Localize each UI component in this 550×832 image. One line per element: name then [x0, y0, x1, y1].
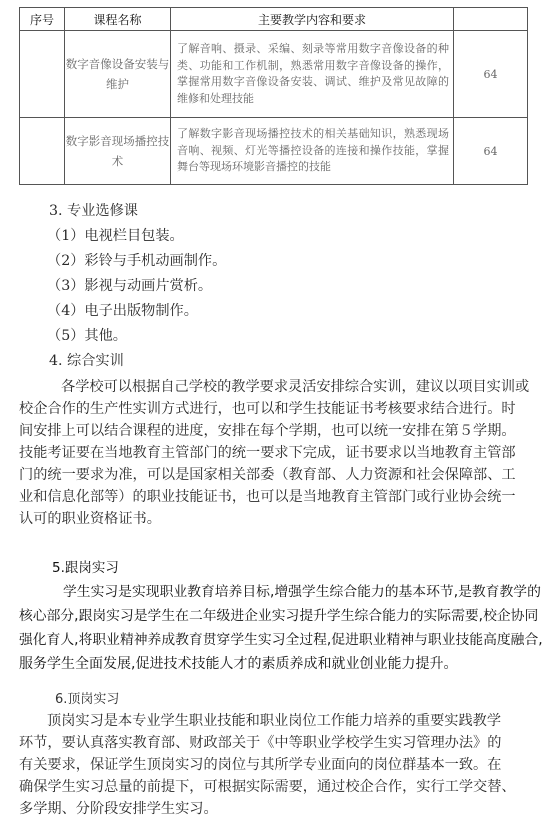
- paragraph-line: 多学期、分阶段安排学生实习。: [19, 801, 218, 817]
- paragraph-line: 认可的职业资格证书。: [19, 511, 161, 527]
- paragraph-line: 环节，要认真落实教育部、财政部关于《中等职业学校学生实习管理办法》的: [19, 735, 502, 751]
- header-course-name: 课程名称: [65, 8, 171, 31]
- paragraph-line: 业和信息化部等）的职业技能证书，也可以是当地教育主管部门或行业协会统一: [19, 489, 516, 505]
- table-row: [20, 31, 528, 118]
- paragraph-line: 校企合作的生产性实训方式进行，也可以和学生技能证书考核要求结合进行。时: [19, 401, 516, 417]
- paragraph-line: 门的统一要求为准，可以是国家相关部委（教育部、人力资源和社会保障部、工: [19, 467, 516, 483]
- section6-paragraph: [19, 710, 539, 820]
- header-content: 主要教学内容和要求: [171, 8, 454, 31]
- elective-item: （3）影视与动画片赏析。: [47, 278, 213, 294]
- paragraph-line: 技能考证要在当地教育主管部门的统一要求下完成，证书要求以当地教育主管部: [19, 445, 516, 461]
- elective-item: （2）彩铃与手机动画制作。: [47, 253, 227, 269]
- paragraph-line: 各学校可以根据自己学校的教学要求灵活安排综合实训，建议以项目实训或: [61, 379, 530, 395]
- table-row: [20, 118, 528, 185]
- section4-paragraph: [19, 376, 539, 530]
- cell-no: [20, 118, 65, 185]
- elective-item: （4）电子出版物制作。: [47, 303, 198, 319]
- section4-heading: 4. 综合实训: [49, 353, 124, 369]
- header-hours: [454, 8, 528, 31]
- cell-hours: 64: [454, 31, 528, 118]
- section6-heading: 6.顶岗实习: [55, 692, 120, 707]
- header-no: 序号: [20, 8, 65, 31]
- cell-course-name: 数字影音现场播控技术: [65, 118, 171, 185]
- paragraph-line: 核心部分,跟岗实习是学生在二年级进企业实习提升学生综合能力的实际需要,校企协同: [19, 608, 539, 624]
- paragraph-line: 间安排上可以结合课程的进度，安排在每个学期，也可以统一安排在第５学期。: [19, 423, 516, 439]
- section3-heading: 3. 专业选修课: [49, 203, 138, 219]
- elective-item: （1）电视栏目包装。: [47, 228, 184, 244]
- paragraph-line: 学生实习是实现职业教育培养目标,增强学生综合能力的基本环节,是教育教学的: [63, 584, 541, 600]
- paragraph-line: 确保学生实习总量的前提下，可根据实际需要，通过校企合作，实行工学交替、: [19, 779, 516, 795]
- course-table: [19, 7, 528, 185]
- cell-content: 了解音响、摄录、采编、刻录等常用数字音像设备的种类、功能和工作机制，熟悉常用数字音像设备的操作，掌握常用数字音像设备安装、调试、维护及常见故障的维修和处理技能: [171, 31, 454, 118]
- elective-item: （5）其他。: [47, 328, 127, 344]
- table-header-row: [20, 8, 528, 31]
- cell-hours: 64: [454, 118, 528, 185]
- cell-course-name: 数字音像设备安装与维护: [65, 31, 171, 118]
- section5-paragraph: [19, 580, 544, 676]
- paragraph-line: 有关要求，保证学生顶岗实习的岗位与其所学专业面向的岗位群基本一致。在: [19, 757, 502, 773]
- section5-heading: 5.跟岗实习: [52, 560, 119, 576]
- cell-content: 了解数字影音现场播控技术的相关基础知识，熟悉现场音响、视频、灯光等播控设备的连接和操作技能，掌握舞台等现场环境影音播控的技能: [171, 118, 454, 185]
- cell-no: [20, 31, 65, 118]
- paragraph-line: 顶岗实习是本专业学生职业技能和职业岗位工作能力培养的重要实践教学: [47, 713, 502, 729]
- paragraph-line: 服务学生全面发展,促进技术技能人才的素质养成和就业创业能力提升。: [19, 656, 458, 672]
- paragraph-line: 强化育人,将职业精神养成教育贯穿学生实习全过程,促进职业精神与职业技能高度融合,: [19, 632, 543, 648]
